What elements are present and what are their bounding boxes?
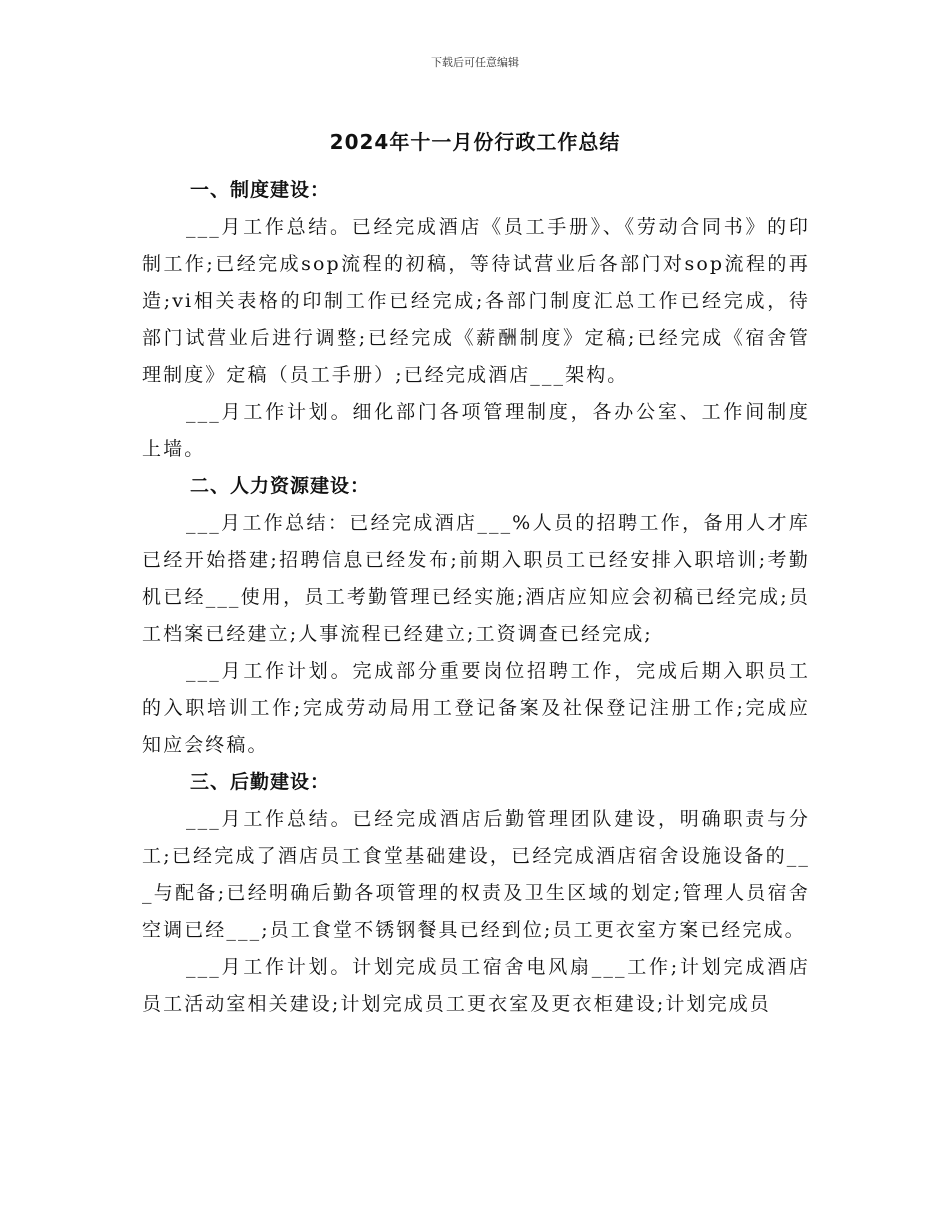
section-heading-system: 一、制度建设： (190, 179, 331, 201)
section-heading-logistics: 三、后勤建设： (190, 771, 331, 793)
paragraph-hr-summary: ___月工作总结：已经完成酒店___%人员的招聘工作，备用人才库已经开始搭建;招聘信息已经发布;前期入职员工已经安排入职培训;考勤机已经___使用，员工考勤管理已经实施;酒店应知应会初稿已经完成;员工档案已经建立;人事流程已经建立;工资调查已经完成; (142, 512, 810, 645)
paragraph-hr-plan: ___月工作计划。完成部分重要岗位招聘工作，完成后期入职员工的入职培训工作;完成劳动局用工登记备案及社保登记注册工作;完成应知应会终稿。 (142, 660, 810, 756)
paragraph-logistics-summary: ___月工作总结。已经完成酒店后勤管理团队建设，明确职责与分工;已经完成了酒店员工食堂基础建设，已经完成酒店宿舍设施设备的___与配备;已经明确后勤各项管理的权责及卫生区域的划定;管理人员宿舍空调已经___;员工食堂不锈钢餐具已经到位;员工更衣室方案已经完成。 (142, 808, 810, 941)
paragraph-system-summary: ___月工作总结。已经完成酒店《员工手册》、《劳动合同书》的印制工作;已经完成sop流程的初稿，等待试营业后各部门对sop流程的再造;vi相关表格的印制工作已经完成;各部门制度汇总工作已经完成，待部门试营业后进行调整;已经完成《薪酬制度》定稿;已经完成《宿舍管理制度》定稿（员工手册）;已经完成酒店___架构。 (142, 216, 810, 386)
document-body (142, 172, 810, 1023)
document-title: 2024年十一月份行政工作总结 (329, 130, 621, 154)
section-heading-hr: 二、人力资源建设： (190, 475, 371, 497)
paragraph-system-plan: ___月工作计划。细化部门各项管理制度，各办公室、工作间制度上墙。 (142, 401, 810, 460)
page-header-note: 下载后可任意编辑 (431, 56, 519, 69)
paragraph-logistics-plan: ___月工作计划。计划完成员工宿舍电风扇___工作;计划完成酒店员工活动室相关建设;计划完成员工更衣室及更衣柜建设;计划完成员 (142, 956, 810, 1015)
